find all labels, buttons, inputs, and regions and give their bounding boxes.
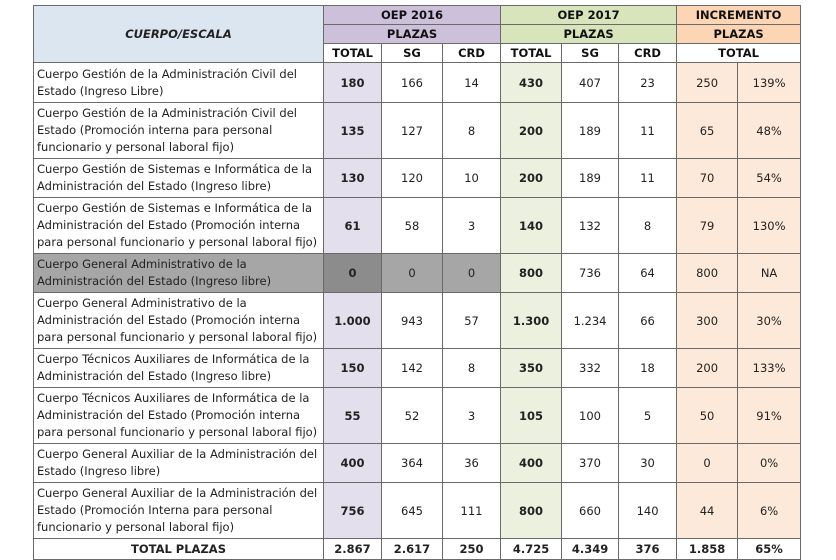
total-2016-cell: 1.000 bbox=[324, 293, 382, 349]
sg-2016-cell: 142 bbox=[382, 349, 443, 388]
incremento-pct-cell: 133% bbox=[738, 349, 801, 388]
sg-2016-cell: 364 bbox=[382, 444, 443, 483]
row-description: Cuerpo General Auxiliar de la Administración del Estado (Promoción Interna para personal funcionario y personal laboral fijo) bbox=[34, 483, 324, 539]
row-description: Cuerpo General Administrativo de la Administración del Estado (Ingreso libre) bbox=[34, 254, 324, 293]
row-description: Cuerpo Técnicos Auxiliares de Informática de la Administración del Estado (Ingreso libre) bbox=[34, 349, 324, 388]
incremento-cell: 0 bbox=[677, 444, 738, 483]
total-2017-cell: 800 bbox=[501, 254, 562, 293]
crd-2017-cell: 5 bbox=[619, 388, 677, 444]
total-2016-cell: 756 bbox=[324, 483, 382, 539]
sg-2016-cell: 127 bbox=[382, 103, 443, 159]
incremento-cell: 44 bbox=[677, 483, 738, 539]
crd-2016-cell: 3 bbox=[443, 198, 501, 254]
total-2016-header: TOTAL bbox=[324, 44, 382, 63]
row-description: Cuerpo General Administrativo de la Administración del Estado (Promoción interna para personal funcionario y personal laboral fijo) bbox=[34, 293, 324, 349]
incremento-pct-cell: 30% bbox=[738, 293, 801, 349]
incremento-cell: 65 bbox=[677, 103, 738, 159]
sg-2016-cell: 943 bbox=[382, 293, 443, 349]
total-2016-cell: 130 bbox=[324, 159, 382, 198]
sg-2016-cell: 166 bbox=[382, 63, 443, 103]
incremento-pct-cell: 130% bbox=[738, 198, 801, 254]
sg-2017-cell: 660 bbox=[562, 483, 619, 539]
table-row bbox=[34, 483, 801, 539]
crd-2017-cell: 66 bbox=[619, 293, 677, 349]
table-row bbox=[34, 63, 801, 103]
incremento-pct-cell: 91% bbox=[738, 388, 801, 444]
total-2016-cell: 400 bbox=[324, 444, 382, 483]
incremento-pct-cell: 48% bbox=[738, 103, 801, 159]
table-row bbox=[34, 388, 801, 444]
sg-2017-cell: 132 bbox=[562, 198, 619, 254]
total-2017-cell: 800 bbox=[501, 483, 562, 539]
total-2016-cell: 135 bbox=[324, 103, 382, 159]
sg-2017-cell: 189 bbox=[562, 103, 619, 159]
row-description: Cuerpo Gestión de Sistemas e Informática de la Administración del Estado (Ingreso libre) bbox=[34, 159, 324, 198]
total-2017-cell: 105 bbox=[501, 388, 562, 444]
crd-2017-cell: 23 bbox=[619, 63, 677, 103]
crd-2016-cell: 0 bbox=[443, 254, 501, 293]
table-row bbox=[34, 254, 801, 293]
sg-2016-cell: 52 bbox=[382, 388, 443, 444]
crd-2017-cell: 140 bbox=[619, 483, 677, 539]
incremento-cell: 300 bbox=[677, 293, 738, 349]
total-2017-cell: 140 bbox=[501, 198, 562, 254]
incremento-pct-cell: NA bbox=[738, 254, 801, 293]
total-2016-cell: 55 bbox=[324, 388, 382, 444]
total-2017-value: 4.725 bbox=[501, 539, 562, 560]
table-row bbox=[34, 293, 801, 349]
total-crd-2016-value: 250 bbox=[443, 539, 501, 560]
total-2016-cell: 150 bbox=[324, 349, 382, 388]
total-incremento-pct: 65% bbox=[738, 539, 801, 560]
sg-2017-cell: 332 bbox=[562, 349, 619, 388]
incremento-pct-cell: 54% bbox=[738, 159, 801, 198]
row-description: Cuerpo Gestión de Sistemas e Informática de la Administración del Estado (Promoción interna para personal funcionario y personal laboral fijo) bbox=[34, 198, 324, 254]
total-2016-cell: 0 bbox=[324, 254, 382, 293]
table-row bbox=[34, 159, 801, 198]
incremento-pct-cell: 6% bbox=[738, 483, 801, 539]
total-incremento-header: TOTAL bbox=[677, 44, 801, 63]
crd-2017-cell: 8 bbox=[619, 198, 677, 254]
crd-2017-header: CRD bbox=[619, 44, 677, 63]
incremento-cell: 79 bbox=[677, 198, 738, 254]
row-description: Cuerpo Gestión de la Administración Civil del Estado (Ingreso Libre) bbox=[34, 63, 324, 103]
total-sg-2016-value: 2.617 bbox=[382, 539, 443, 560]
total-2017-cell: 200 bbox=[501, 103, 562, 159]
sg-2016-cell: 120 bbox=[382, 159, 443, 198]
total-2017-cell: 400 bbox=[501, 444, 562, 483]
incremento-pct-cell: 139% bbox=[738, 63, 801, 103]
crd-2016-cell: 8 bbox=[443, 103, 501, 159]
plazas-2016-header: PLAZAS bbox=[324, 25, 501, 44]
plazas-2017-header: PLAZAS bbox=[501, 25, 677, 44]
crd-2017-cell: 30 bbox=[619, 444, 677, 483]
table-row bbox=[34, 198, 801, 254]
total-2016-cell: 180 bbox=[324, 63, 382, 103]
incremento-cell: 50 bbox=[677, 388, 738, 444]
total-2017-cell: 200 bbox=[501, 159, 562, 198]
table-row bbox=[34, 349, 801, 388]
oep2016-header: OEP 2016 bbox=[324, 6, 501, 25]
incremento-cell: 800 bbox=[677, 254, 738, 293]
crd-2017-cell: 11 bbox=[619, 103, 677, 159]
crd-2016-cell: 36 bbox=[443, 444, 501, 483]
total-2017-cell: 350 bbox=[501, 349, 562, 388]
total-sg-2017-value: 4.349 bbox=[562, 539, 619, 560]
sg-2017-header: SG bbox=[562, 44, 619, 63]
total-2017-header: TOTAL bbox=[501, 44, 562, 63]
total-2017-cell: 430 bbox=[501, 63, 562, 103]
incremento-cell: 250 bbox=[677, 63, 738, 103]
plazas-incremento-header: PLAZAS bbox=[677, 25, 801, 44]
sg-2016-header: SG bbox=[382, 44, 443, 63]
sg-2016-cell: 58 bbox=[382, 198, 443, 254]
total-2016-value: 2.867 bbox=[324, 539, 382, 560]
sg-2017-cell: 1.234 bbox=[562, 293, 619, 349]
total-2017-cell: 1.300 bbox=[501, 293, 562, 349]
sg-2017-cell: 100 bbox=[562, 388, 619, 444]
row-description: Cuerpo General Auxiliar de la Administración del Estado (Ingreso libre) bbox=[34, 444, 324, 483]
oep-table bbox=[33, 5, 801, 560]
total-plazas-label: TOTAL PLAZAS bbox=[34, 539, 324, 560]
sg-2016-cell: 0 bbox=[382, 254, 443, 293]
incremento-cell: 200 bbox=[677, 349, 738, 388]
total-incremento-value: 1.858 bbox=[677, 539, 738, 560]
crd-2016-cell: 8 bbox=[443, 349, 501, 388]
crd-2016-cell: 57 bbox=[443, 293, 501, 349]
row-description: Cuerpo Técnicos Auxiliares de Informática de la Administración del Estado (Promoción interna para personal funcionario y personal laboral fijo) bbox=[34, 388, 324, 444]
table-body bbox=[34, 63, 801, 539]
crd-2016-cell: 111 bbox=[443, 483, 501, 539]
crd-2016-cell: 10 bbox=[443, 159, 501, 198]
sg-2016-cell: 645 bbox=[382, 483, 443, 539]
incremento-cell: 70 bbox=[677, 159, 738, 198]
sg-2017-cell: 370 bbox=[562, 444, 619, 483]
crd-2016-cell: 3 bbox=[443, 388, 501, 444]
incremento-pct-cell: 0% bbox=[738, 444, 801, 483]
crd-2016-header: CRD bbox=[443, 44, 501, 63]
sg-2017-cell: 736 bbox=[562, 254, 619, 293]
crd-2017-cell: 18 bbox=[619, 349, 677, 388]
incremento-header: INCREMENTO bbox=[677, 6, 801, 25]
crd-2017-cell: 64 bbox=[619, 254, 677, 293]
total-2016-cell: 61 bbox=[324, 198, 382, 254]
sg-2017-cell: 407 bbox=[562, 63, 619, 103]
crd-2016-cell: 14 bbox=[443, 63, 501, 103]
sg-2017-cell: 189 bbox=[562, 159, 619, 198]
table-row bbox=[34, 444, 801, 483]
oep2017-header: OEP 2017 bbox=[501, 6, 677, 25]
table-row bbox=[34, 103, 801, 159]
cuerpo-escala-header: CUERPO/ESCALA bbox=[34, 6, 324, 63]
row-description: Cuerpo Gestión de la Administración Civil del Estado (Promoción interna para personal funcionario y personal laboral fijo) bbox=[34, 103, 324, 159]
crd-2017-cell: 11 bbox=[619, 159, 677, 198]
total-crd-2017-value: 376 bbox=[619, 539, 677, 560]
